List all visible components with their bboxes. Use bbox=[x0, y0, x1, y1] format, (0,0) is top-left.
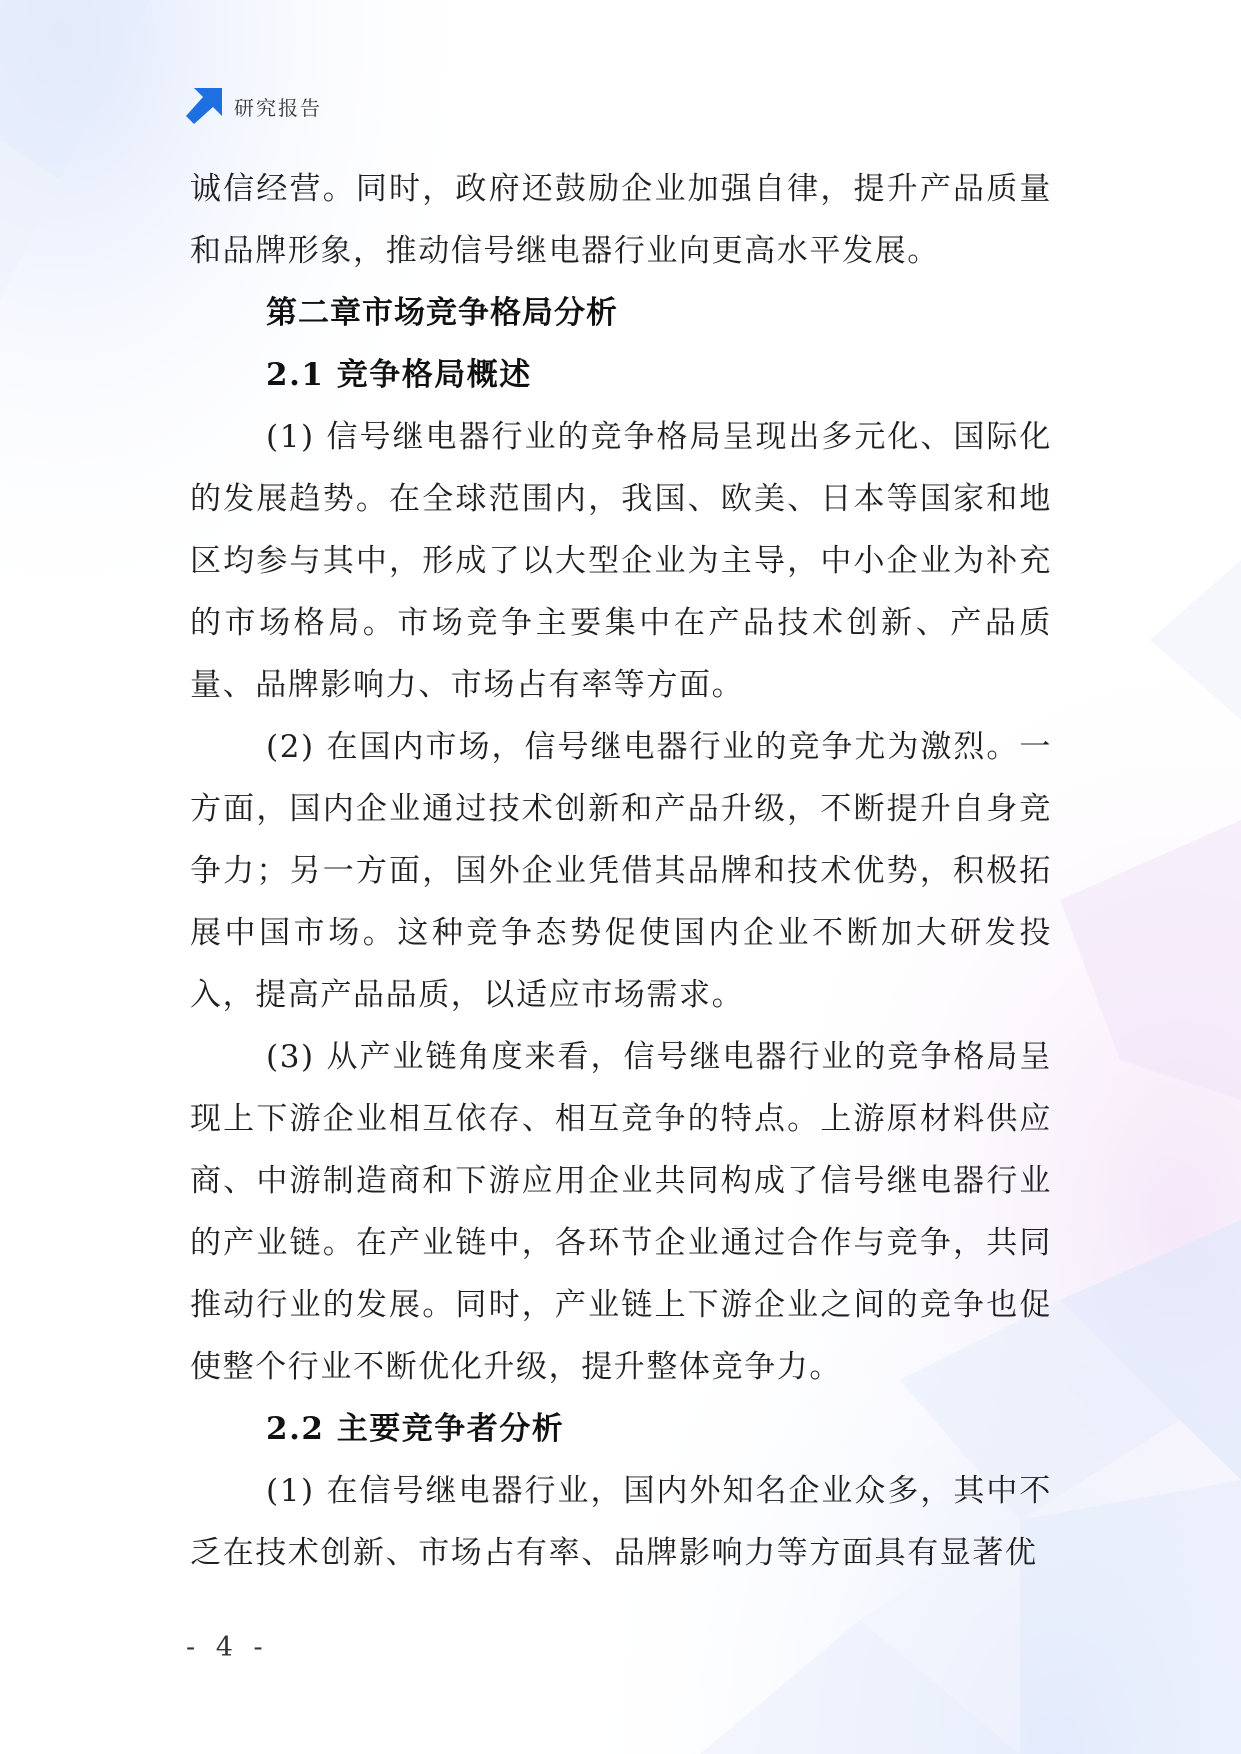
chapter-title: 第二章市场竞争格局分析 bbox=[266, 295, 618, 331]
paragraph: (2) 在国内市场，信号继电器行业的竞争尤为激烈。一方面，国内企业通过技术创新和产品升级，不断提升自身竞争力；另一方面，国外企业凭借其品牌和技术优势，积极拓展中国市场。这种竞争态势促使国内企业不断加大研发投入，提高产品品质，以适应市场需求。 bbox=[190, 729, 1052, 1013]
page-number: - 4 - bbox=[186, 1632, 269, 1663]
document-body bbox=[190, 158, 1052, 1584]
paragraph: (1) 在信号继电器行业，国内外知名企业众多，其中不乏在技术创新、市场占有率、品牌影响力等方面具有显著优 bbox=[190, 1473, 1052, 1571]
arrow-up-right-icon bbox=[186, 88, 222, 124]
report-header bbox=[186, 88, 322, 124]
section-title: 2.2 主要竞争者分析 bbox=[266, 1411, 565, 1447]
paragraph: 诚信经营。同时，政府还鼓励企业加强自律，提升产品质量和品牌形象，推动信号继电器行业向更高水平发展。 bbox=[190, 171, 1052, 269]
header-title: 研究报告 bbox=[234, 95, 322, 120]
paragraph: (3) 从产业链角度来看，信号继电器行业的竞争格局呈现上下游企业相互依存、相互竞争的特点。上游原材料供应商、中游制造商和下游应用企业共同构成了信号继电器行业的产业链。在产业链中，各环节企业通过合作与竞争，共同推动行业的发展。同时，产业链上下游企业之间的竞争也促使整个行业不断优化升级，提升整体竞争力。 bbox=[190, 1039, 1052, 1385]
section-title: 2.1 竞争格局概述 bbox=[266, 357, 532, 393]
paragraph: (1) 信号继电器行业的竞争格局呈现出多元化、国际化的发展趋势。在全球范围内，我国、欧美、日本等国家和地区均参与其中，形成了以大型企业为主导，中小企业为补充的市场格局。市场竞争主要集中在产品技术创新、产品质量、品牌影响力、市场占有率等方面。 bbox=[190, 419, 1052, 703]
